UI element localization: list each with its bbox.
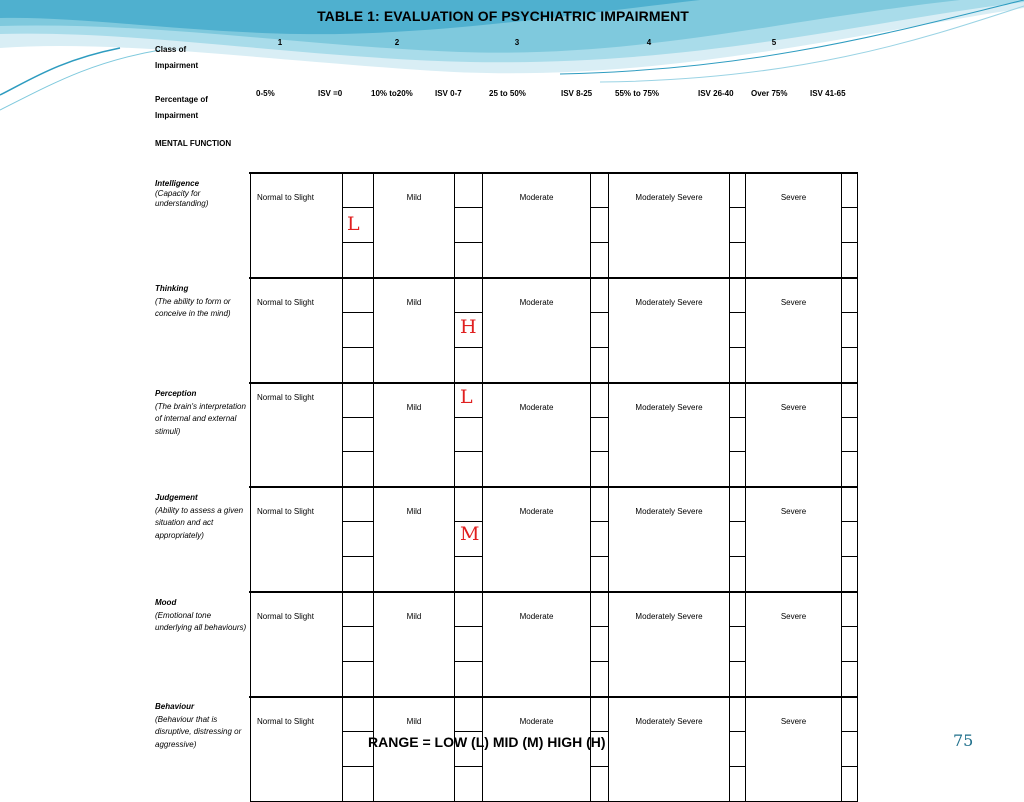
check-cell[interactable] [842,313,858,348]
check-cell[interactable] [591,592,609,627]
class-label-line2: Impairment [155,61,199,70]
assessment-mark: H [460,315,477,338]
check-cell[interactable] [842,662,858,697]
check-cell[interactable] [842,767,858,802]
check-cell[interactable] [730,487,746,522]
check-cell[interactable] [455,348,483,383]
row-description: (Emotional tone underlying all behaviours) [155,610,247,632]
level-cell-severe: Severe [746,592,842,697]
row-description: (Behaviour that is disruptive, distressing or aggressive) [155,714,242,749]
check-cell[interactable] [842,627,858,662]
check-cell[interactable] [730,243,746,278]
percentage-class-3: 25 to 50% [489,89,526,98]
row-title: Mood [155,598,177,607]
check-cell[interactable] [730,697,746,732]
check-cell[interactable] [730,278,746,313]
row-description: (Capacity for understanding) [155,189,209,208]
level-cell-moderately-severe: Moderately Severe [609,173,730,278]
level-cell-normal-to-slight: Normal to Slight [250,173,343,278]
check-cell[interactable] [343,173,374,208]
check-cell[interactable] [842,732,858,767]
check-cell[interactable] [455,697,483,732]
check-cell[interactable] [842,278,858,313]
check-cell[interactable] [343,522,374,557]
row-description: (The ability to form or conceive in the mind) [155,296,231,318]
check-cell[interactable] [343,627,374,662]
check-cell[interactable] [591,348,609,383]
level-cell-severe: Severe [746,697,842,802]
isv-class-4: ISV 26-40 [698,89,734,98]
level-cell-normal-to-slight: Normal to Slight [250,697,343,802]
level-cell-mild: Mild [374,173,455,278]
check-cell[interactable] [343,383,374,418]
isv-class-2: ISV 0-7 [435,89,462,98]
level-cell-severe: Severe [746,487,842,592]
level-cell-moderate: Moderate [483,278,591,383]
level-cell-severe: Severe [746,173,842,278]
check-cell[interactable] [730,557,746,592]
check-cell[interactable] [591,452,609,487]
level-cell-mild: Mild [374,383,455,488]
check-cell[interactable] [842,348,858,383]
range-legend: RANGE = LOW (L) MID (M) HIGH (H) [368,734,606,750]
check-cell[interactable] [343,278,374,313]
check-cell[interactable] [343,767,374,802]
check-cell[interactable] [455,592,483,627]
level-cell-normal-to-slight: Normal to Slight [250,383,343,488]
level-cell-normal-to-slight: Normal to Slight [250,487,343,592]
check-cell[interactable] [842,418,858,453]
check-cell[interactable] [842,487,858,522]
isv-class-3: ISV 8-25 [561,89,593,98]
percentage-class-1: 0-5% [256,89,275,98]
check-cell[interactable] [591,697,609,732]
check-cell[interactable] [842,697,858,732]
check-cell[interactable] [591,487,609,522]
check-cell[interactable] [455,767,483,802]
level-cell-moderate: Moderate [483,592,591,697]
row-title: Perception [155,389,197,398]
level-cell-moderately-severe: Moderately Severe [609,278,730,383]
check-cell[interactable] [842,173,858,208]
page-number: 75 [953,731,974,750]
percentage-class-2: 10% to20% [371,89,413,98]
check-cell[interactable] [730,452,746,487]
check-cell[interactable] [343,557,374,592]
check-cell[interactable] [591,627,609,662]
row-title: Thinking [155,284,189,293]
row-label-perception [155,388,247,438]
percentage-label-line1: Percentage of [155,95,208,104]
check-cell[interactable] [343,592,374,627]
check-cell[interactable] [455,452,483,487]
class-number-5: 5 [771,38,777,47]
check-cell[interactable] [842,243,858,278]
check-cell[interactable] [455,243,483,278]
level-cell-mild: Mild [374,487,455,592]
check-cell[interactable] [591,208,609,243]
row-label-behaviour [155,701,247,751]
level-cell-moderately-severe: Moderately Severe [609,383,730,488]
check-cell[interactable] [730,208,746,243]
check-cell[interactable] [343,697,374,732]
isv-class-1: ISV =0 [318,89,343,98]
check-cell[interactable] [842,383,858,418]
check-cell[interactable] [842,452,858,487]
level-cell-moderately-severe: Moderately Severe [609,487,730,592]
level-cell-normal-to-slight: Normal to Slight [250,592,343,697]
class-number-1: 1 [277,38,283,47]
level-cell-moderate: Moderate [483,383,591,488]
check-cell[interactable] [842,522,858,557]
level-cell-moderately-severe: Moderately Severe [609,697,730,802]
check-cell[interactable] [730,767,746,802]
row-label-mood [155,597,247,635]
check-cell[interactable] [591,278,609,313]
check-cell[interactable] [455,173,483,208]
check-cell[interactable] [730,592,746,627]
class-number-3: 3 [514,38,520,47]
check-cell[interactable] [591,243,609,278]
check-cell[interactable] [455,557,483,592]
level-cell-normal-to-slight: Normal to Slight [250,278,343,383]
check-cell[interactable] [455,208,483,243]
check-cell[interactable] [591,522,609,557]
section-label: MENTAL FUNCTION [155,139,232,148]
row-label-intelligence [155,179,247,209]
level-cell-moderate: Moderate [483,697,591,802]
check-cell[interactable] [842,557,858,592]
check-cell[interactable] [842,592,858,627]
check-cell[interactable] [591,418,609,453]
level-cell-moderate: Moderate [483,173,591,278]
class-number-4: 4 [646,38,652,47]
page-title: TABLE 1: EVALUATION OF PSYCHIATRIC IMPAIRMENT [317,8,689,24]
check-cell[interactable] [730,383,746,418]
check-cell[interactable] [343,452,374,487]
check-cell[interactable] [730,348,746,383]
check-cell[interactable] [730,627,746,662]
check-cell[interactable] [455,418,483,453]
level-cell-mild: Mild [374,278,455,383]
check-cell[interactable] [730,418,746,453]
check-cell[interactable] [591,557,609,592]
level-cell-severe: Severe [746,383,842,488]
row-description: (The brain's interpretation of internal and external stimuli) [155,401,246,436]
level-cell-mild: Mild [374,697,455,802]
row-title: Judgement [155,493,198,502]
percentage-class-5: Over 75% [751,89,788,98]
check-cell[interactable] [343,243,374,278]
level-cell-moderate: Moderate [483,487,591,592]
isv-class-5: ISV 41-65 [810,89,846,98]
check-cell[interactable] [455,627,483,662]
percentage-class-4: 55% to 75% [615,89,660,98]
class-label-line1: Class of [155,45,187,54]
check-cell[interactable] [455,278,483,313]
check-cell[interactable] [343,662,374,697]
check-cell[interactable] [455,487,483,522]
row-label-thinking [155,283,247,321]
check-cell[interactable] [455,662,483,697]
check-cell[interactable] [343,418,374,453]
check-cell[interactable] [591,767,609,802]
assessment-mark: L [347,213,360,235]
check-cell[interactable] [730,522,746,557]
assessment-mark: L [460,385,473,408]
check-cell[interactable] [591,662,609,697]
check-cell[interactable] [343,313,374,348]
class-number-2: 2 [394,38,400,47]
check-cell[interactable] [591,313,609,348]
check-cell[interactable] [730,732,746,767]
check-cell[interactable] [591,383,609,418]
row-description: (Ability to assess a given situation and act appropriately) [155,505,244,540]
level-cell-moderately-severe: Moderately Severe [609,592,730,697]
check-cell[interactable] [591,173,609,208]
row-title: Intelligence [155,179,200,188]
check-cell[interactable] [730,173,746,208]
check-cell[interactable] [730,313,746,348]
percentage-label-line2: Impairment [155,111,199,120]
row-label-judgement [155,492,247,542]
check-cell[interactable] [343,487,374,522]
check-cell[interactable] [730,662,746,697]
assessment-mark: M [460,523,480,546]
check-cell[interactable] [343,348,374,383]
level-cell-severe: Severe [746,278,842,383]
row-title: Behaviour [155,702,195,711]
level-cell-mild: Mild [374,592,455,697]
check-cell[interactable] [842,208,858,243]
